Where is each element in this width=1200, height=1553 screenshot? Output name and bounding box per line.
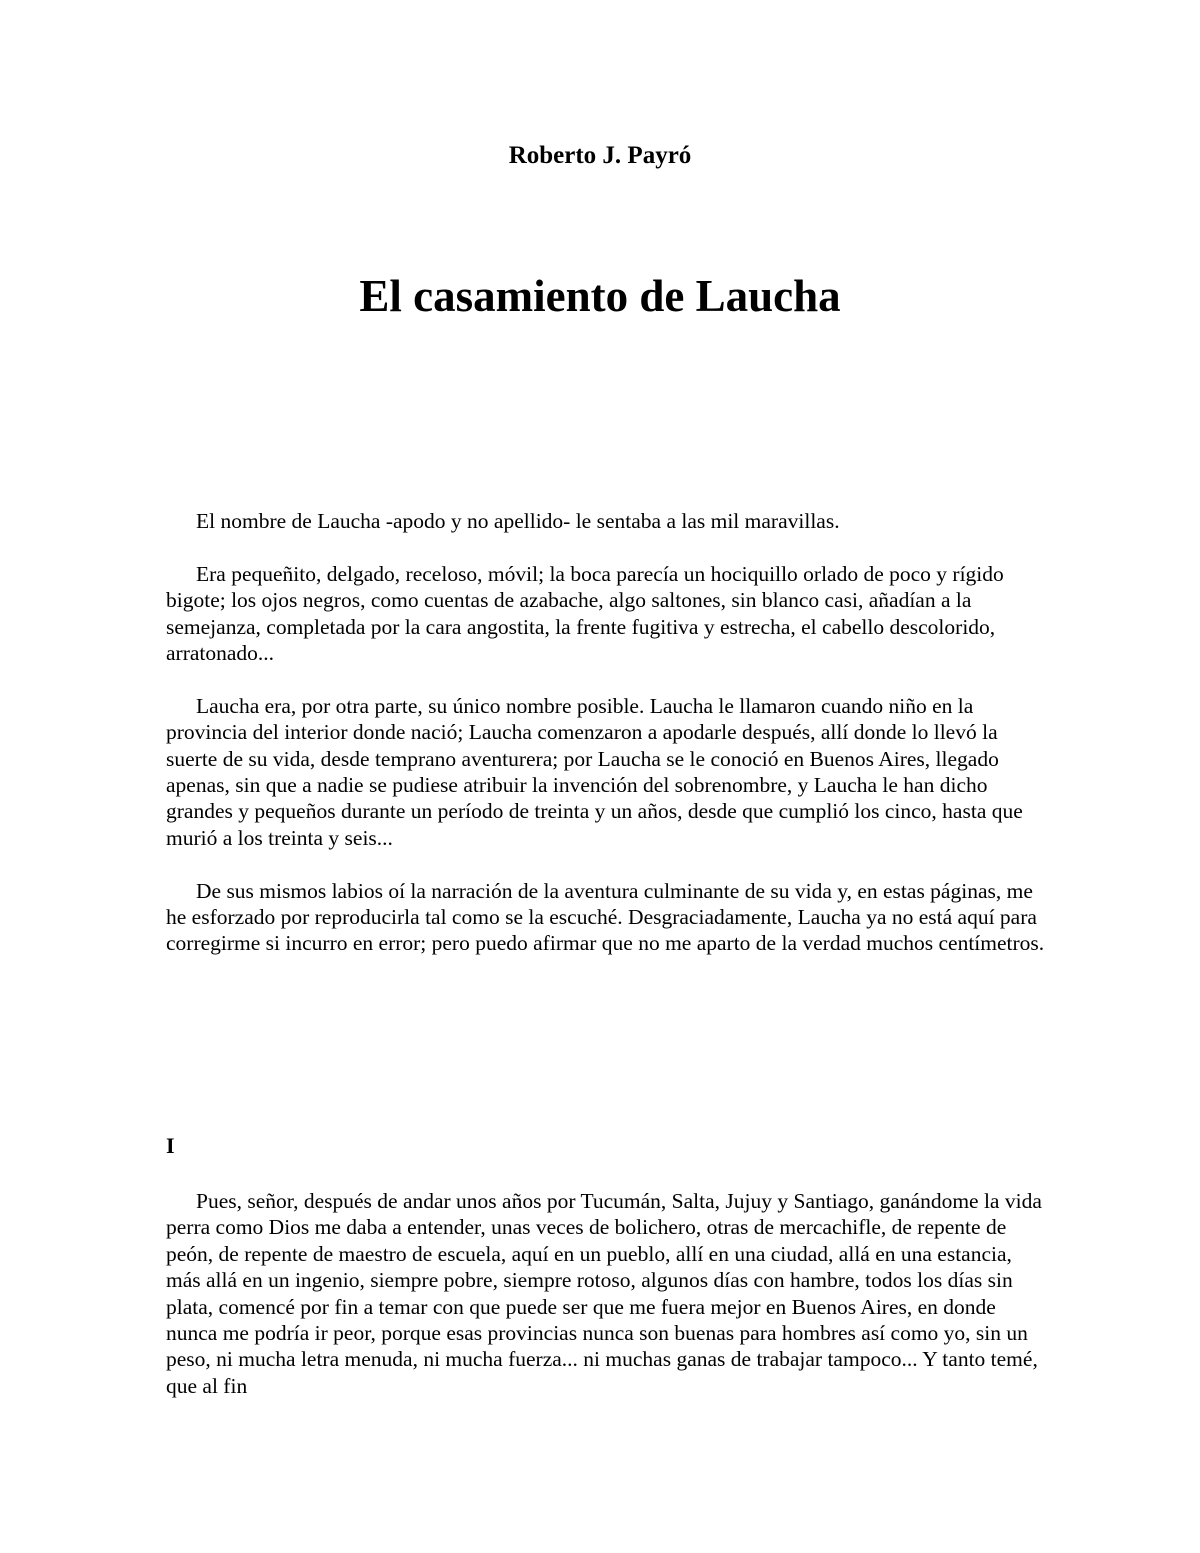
prologue-paragraph: Laucha era, por otra parte, su único nombre posible. Laucha le llamaron cuando niño en la provincia del interior donde nació; Laucha comenzaron a apodarle después, allí donde lo llevó la suerte de su vida, desde temprano aventurera; por Laucha se le conoció en Buenos Aires, llegado apenas, sin que a nadie se pudiese atribuir la invención del sobrenombre, y Laucha le han dicho grandes y pequeños durante un período de treinta y un años, desde que cumplió los cinco, hasta que murió a los treinta y seis...: [166, 693, 1023, 850]
book-title: El casamiento de Laucha: [359, 271, 841, 321]
prologue-paragraph: De sus mismos labios oí la narración de la aventura culminante de su vida y, en estas páginas, me he esforzado por reproducirla tal como se la escuché. Desgraciadamente, Laucha ya no está aquí para corregirme si incurro en error; pero puedo afirmar que no me aparto de la verdad muchos centímetros.: [166, 878, 1045, 956]
prologue-section: [166, 508, 1046, 983]
chapter-number: I: [166, 1133, 175, 1158]
chapter-paragraph: Pues, señor, después de andar unos años por Tucumán, Salta, Jujuy y Santiago, ganándome la vida perra como Dios me daba a entender, unas veces de bolichero, otras de mercachifle, de repente de peón, de repente de maestro de escuela, aquí en un pueblo, allí en una ciudad, allá en una estancia, más allá en un ingenio, siempre pobre, siempre rotoso, algunos días con hambre, todos los días sin plata, comencé por fin a temar con que puede ser que me fuera mejor en Buenos Aires, en donde nunca me podría ir peor, porque esas provincias nunca son buenas para hombres así como yo, sin un peso, ni mucha letra menuda, ni mucha fuerza... ni muchas ganas de trabajar tampoco... Y tanto temé, que al fin: [166, 1189, 1042, 1398]
chapter-section: [166, 1188, 1046, 1426]
prologue-paragraph: El nombre de Laucha -apodo y no apellido- le sentaba a las mil maravillas.: [196, 509, 840, 533]
author-name: Roberto J. Payró: [508, 142, 692, 169]
prologue-paragraph: Era pequeñito, delgado, receloso, móvil; la boca parecía un hociquillo orlado de poco y rígido bigote; los ojos negros, como cuentas de azabache, algo saltones, sin blanco casi, añadían a la semejanza, completada por la cara angostita, la frente fugitiva y estrecha, el cabello descolorido, arratonado...: [166, 561, 1004, 666]
